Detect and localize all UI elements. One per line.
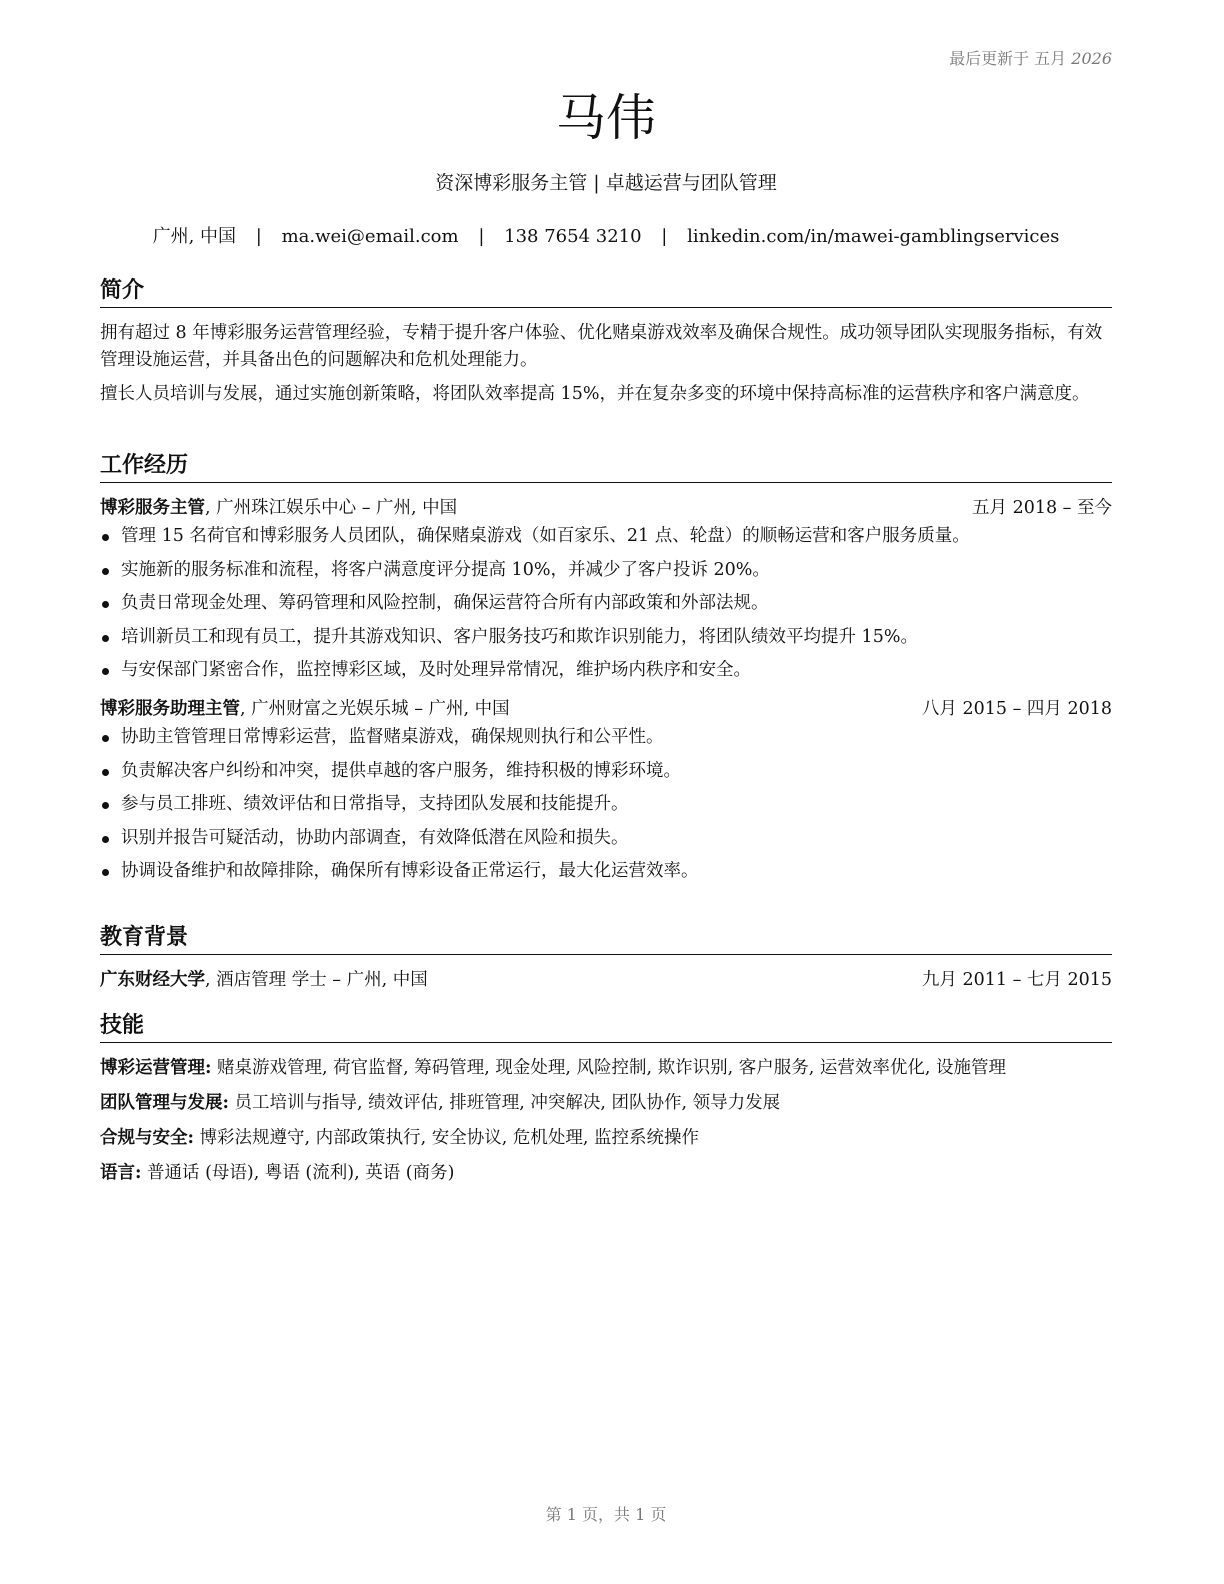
education-line <box>100 967 428 993</box>
education-dates: 九月 2011 – 七月 2015 <box>921 970 1112 990</box>
job-bullet: 参与员工排班、绩效评估和日常指导，支持团队发展和技能提升。 <box>100 791 1112 818</box>
last-updated-year: 2026 <box>1071 49 1112 68</box>
last-updated-prefix: 最后更新于 <box>949 49 1030 68</box>
skill-value: 普通话 (母语), 粤语 (流利), 英语 (商务) <box>141 1163 455 1183</box>
contact-location: 广州, 中国 <box>152 226 237 247</box>
candidate-headline: 资深博彩服务主管 | 卓越运营与团队管理 <box>435 172 777 194</box>
resume-page <box>100 0 1112 1584</box>
job-dates: 八月 2015 – 四月 2018 <box>921 699 1112 719</box>
job-bullets <box>100 523 1112 684</box>
job-header <box>100 696 1112 722</box>
page-footer: 第 1 页，共 1 页 <box>545 1505 667 1524</box>
education-entry <box>100 967 1112 993</box>
contact-email[interactable]: ma.wei@email.com <box>281 226 459 247</box>
summary-paragraph: 擅长人员培训与发展，通过实施创新策略，将团队效率提高 15%，并在复杂多变的环境中保持高标准的运营秩序和客户满意度。 <box>100 384 1090 404</box>
skill-row <box>100 1090 1112 1116</box>
contact-separator: | <box>478 226 485 247</box>
skills-title: 技能 <box>100 1011 1112 1043</box>
experience-section <box>100 451 1112 892</box>
skill-label: 博彩运营管理: <box>100 1058 212 1078</box>
contact-phone[interactable]: 138 7654 3210 <box>504 226 642 247</box>
education-section <box>100 923 1112 993</box>
job-bullet: 负责日常现金处理、筹码管理和风险控制，确保运营符合所有内部政策和外部法规。 <box>100 590 1112 617</box>
job-dates: 五月 2018 – 至今 <box>972 498 1112 518</box>
skill-label: 语言: <box>100 1163 142 1183</box>
skill-label: 合规与安全: <box>100 1128 194 1148</box>
job-org: , 广州财富之光娱乐城 – 广州, 中国 <box>240 699 510 719</box>
skill-row <box>100 1125 1112 1151</box>
contact-line <box>100 225 1112 249</box>
summary-title: 简介 <box>100 276 1112 308</box>
experience-title: 工作经历 <box>100 451 1112 483</box>
skill-value: 博彩法规遵守, 内部政策执行, 安全协议, 危机处理, 监控系统操作 <box>193 1128 700 1148</box>
job-role: 博彩服务主管 <box>100 498 205 518</box>
job-entry <box>100 495 1112 684</box>
contact-linkedin[interactable]: linkedin.com/in/mawei-gamblingservices <box>687 226 1060 247</box>
job-bullet: 与安保部门紧密合作，监控博彩区域，及时处理异常情况，维护场内秩序和安全。 <box>100 657 1112 684</box>
last-updated <box>949 46 1112 69</box>
skill-row <box>100 1055 1112 1081</box>
job-bullet: 实施新的服务标准和流程，将客户满意度评分提高 10%，并减少了客户投诉 20%。 <box>100 557 1112 584</box>
candidate-name: 马伟 <box>556 89 656 147</box>
job-role: 博彩服务助理主管 <box>100 699 240 719</box>
job-bullet: 协助主管管理日常博彩运营，监督赌桌游戏，确保规则执行和公平性。 <box>100 724 1112 751</box>
job-bullet: 协调设备维护和故障排除，确保所有博彩设备正常运行，最大化运营效率。 <box>100 858 1112 885</box>
skill-value: 员工培训与指导, 绩效评估, 排班管理, 冲突解决, 团队协作, 领导力发展 <box>228 1093 781 1113</box>
contact-separator: | <box>255 226 262 247</box>
job-bullet: 培训新员工和现有员工，提升其游戏知识、客户服务技巧和欺诈识别能力，将团队绩效平均提升 15%。 <box>100 624 1112 651</box>
job-title-line <box>100 696 510 722</box>
contact-separator: | <box>661 226 668 247</box>
skills-section <box>100 1011 1112 1195</box>
education-detail: , 酒店管理 学士 – 广州, 中国 <box>205 970 428 990</box>
job-bullet: 识别并报告可疑活动，协助内部调查，有效降低潜在风险和损失。 <box>100 825 1112 852</box>
job-header <box>100 495 1112 521</box>
last-updated-month: 五月 <box>1034 49 1067 68</box>
education-title: 教育背景 <box>100 923 1112 955</box>
job-entry <box>100 696 1112 885</box>
job-org: , 广州珠江娱乐中心 – 广州, 中国 <box>205 498 458 518</box>
job-title-line <box>100 495 457 521</box>
summary-section <box>100 276 1112 408</box>
education-school: 广东财经大学 <box>100 970 205 990</box>
summary-paragraph: 拥有超过 8 年博彩服务运营管理经验，专精于提升客户体验、优化赌桌游戏效率及确保合规性。成功领导团队实现服务指标，有效管理设施运营，并具备出色的问题解决和危机处理能力。 <box>100 323 1103 370</box>
job-bullet: 负责解决客户纠纷和冲突，提供卓越的客户服务，维持积极的博彩环境。 <box>100 758 1112 785</box>
skill-label: 团队管理与发展: <box>100 1093 229 1113</box>
skill-value: 赌桌游戏管理, 荷官监督, 筹码管理, 现金处理, 风险控制, 欺诈识别, 客户服务, 运营效率优化, 设施管理 <box>211 1058 1007 1078</box>
job-bullet: 管理 15 名荷官和博彩服务人员团队，确保赌桌游戏（如百家乐、21 点、轮盘）的顺畅运营和客户服务质量。 <box>100 523 1112 550</box>
job-bullets <box>100 724 1112 885</box>
skill-row <box>100 1160 1112 1186</box>
